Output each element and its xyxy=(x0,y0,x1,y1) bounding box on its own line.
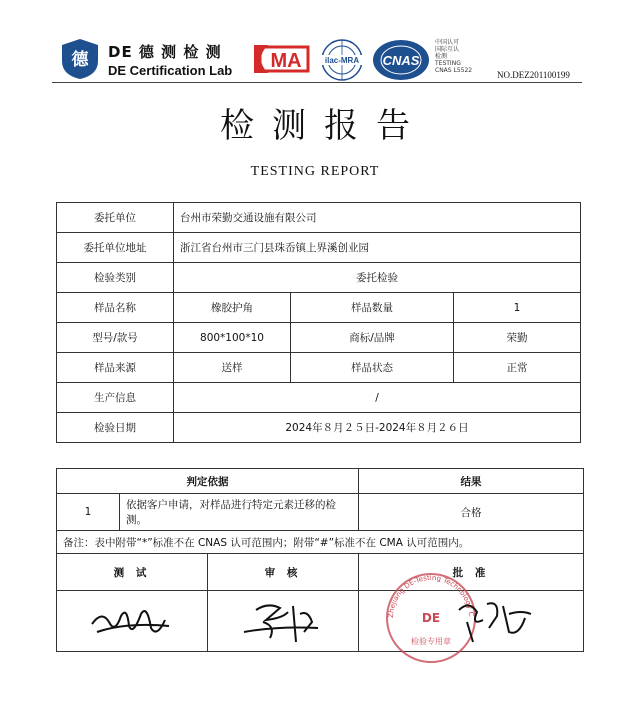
svg-text:德: 德 xyxy=(71,50,89,70)
svg-text:检验专用章: 检验专用章 xyxy=(411,637,451,646)
sample-name-value: 橡胶护角 xyxy=(174,293,291,323)
svg-text:MA: MA xyxy=(270,50,302,72)
status-label: 样品状态 xyxy=(291,353,454,383)
table-row xyxy=(57,469,584,494)
model-value: 800*100*10 xyxy=(174,323,291,353)
quantity-value: 1 xyxy=(454,293,581,323)
address-value: 浙江省台州市三门县珠岙镇上界溪创业园 xyxy=(174,233,581,263)
production-value: / xyxy=(174,383,581,413)
report-title-cn: 检测报告 xyxy=(220,106,428,146)
source-value: 送样 xyxy=(174,353,291,383)
cnas-text-line: 国际互认 xyxy=(435,46,460,53)
quantity-label: 样品数量 xyxy=(291,293,454,323)
type-value: 委托检验 xyxy=(174,263,581,293)
ilac-mra-logo xyxy=(318,38,366,82)
table-row xyxy=(57,383,581,413)
result-value: 合格 xyxy=(359,494,584,531)
svg-text:Zhejiang DE-Testing Technology: Zhejiang DE-Testing Technology Co., Ltd xyxy=(356,573,476,619)
cnas-text-line: 中国认可 xyxy=(435,39,460,46)
svg-text:CNAS: CNAS xyxy=(382,53,420,68)
brand-label: 商标/品牌 xyxy=(291,323,454,353)
sample-name-label: 样品名称 xyxy=(57,293,174,323)
svg-text:DE: DE xyxy=(421,611,441,625)
approver-signature xyxy=(356,573,584,652)
test-label: 测 试 xyxy=(57,554,208,591)
de-logo xyxy=(58,37,102,81)
report-title-en: TESTING REPORT xyxy=(250,164,380,179)
date-label: 检验日期 xyxy=(57,413,174,443)
table-row xyxy=(57,263,581,293)
table-row xyxy=(57,591,584,652)
cnas-accreditation-text xyxy=(435,39,472,74)
table-row xyxy=(57,353,581,383)
table-row xyxy=(57,554,584,591)
source-label: 样品来源 xyxy=(57,353,174,383)
basis-text: 依据客户申请，对样品进行特定元素迁移的检测。 xyxy=(120,494,359,531)
model-label: 型号/款号 xyxy=(57,323,174,353)
table-row xyxy=(57,203,581,233)
review-label: 审 核 xyxy=(208,554,359,591)
client-value: 台州市荣勤交通设施有限公司 xyxy=(174,203,581,233)
tester-signature xyxy=(57,591,208,652)
brand-value: 荣勤 xyxy=(454,323,581,353)
approve-label: 批 准 xyxy=(359,554,584,591)
report-number: NO.DEZ201100199 xyxy=(497,70,570,80)
address-label: 委托单位地址 xyxy=(57,233,174,263)
result-header: 结果 xyxy=(359,469,584,494)
header-divider xyxy=(52,82,582,83)
judgement-table xyxy=(56,468,584,652)
reviewer-signature xyxy=(208,591,359,652)
table-row xyxy=(57,323,581,353)
svg-text:ilac-MRA: ilac-MRA xyxy=(324,56,360,65)
cnas-text-line: CNAS L5522 xyxy=(435,67,473,74)
client-label: 委托单位 xyxy=(57,203,174,233)
date-value: 2024年８月２５日-2024年８月２６日 xyxy=(174,413,581,443)
table-row xyxy=(57,413,581,443)
sample-info-table xyxy=(56,202,581,443)
cnas-text-line: 检测 xyxy=(435,53,448,60)
table-row xyxy=(57,293,581,323)
basis-header: 判定依据 xyxy=(57,469,359,494)
type-label: 检验类别 xyxy=(57,263,174,293)
lab-name-en: DE Certification Lab xyxy=(108,63,233,78)
lab-name-cn: DE 德 测 检 测 xyxy=(108,43,222,61)
production-label: 生产信息 xyxy=(57,383,174,413)
table-row xyxy=(57,531,584,554)
table-row xyxy=(57,494,584,531)
cnas-logo xyxy=(371,38,431,82)
table-row xyxy=(57,233,581,263)
row-number: 1 xyxy=(57,494,120,531)
cma-logo xyxy=(250,43,312,75)
remarks-note: 备注：表中附带“*”标准不在 CNAS 认可范围内；附带“#”标准不在 CMA 认可范围内。 xyxy=(57,531,584,554)
status-value: 正常 xyxy=(454,353,581,383)
cnas-text-line: TESTING xyxy=(435,60,461,67)
